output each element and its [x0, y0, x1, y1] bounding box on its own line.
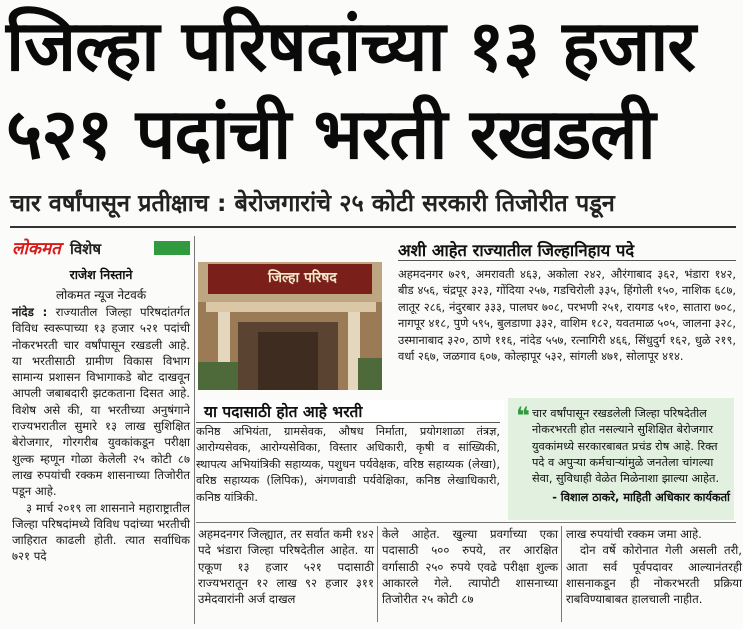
column-4-line-1: लाख रुपयांची रक्कम जमा आहे. — [566, 527, 702, 541]
subheadline: चार वर्षांपासून प्रतीक्षाच : बेरोजगारांचे २५ कोटी सरकारी तिजोरीत पडून — [10, 189, 615, 217]
column-1-text: राज्यातील जिल्हा परिषदांतर्गत विविध स्वरूपाच्या १३ हजार ५२१ पदांची नोकरभरती चार वर्षांपासून रखडली आहे. या भरतीसाठी ग्रामीण विकास विभाग सामान्य प्रशासन विभागाकडे बोट दाखवून आपली जबाबदारी झटकताना दिसत आहे. विशेष असे की, या भरतीच्या अनुषंगाने राज्यभरातील सुमारे १३ लाख सुशिक्षित बेरोजगार, गोरगरीब युवकांकडून परीक्षा शुल्क म्हणून गोळा केलेली २५ कोटी ८७ लाख रुपयांची रक्कम शासनाच्या तिजोरीत पडून आहे. — [12, 305, 190, 499]
article-column-2: अहमदनगर जिल्ह्यात, तर सर्वात कमी १४२ पदे भंडारा जिल्हा परिषदेतील आहेत. या एकूण १३ हजार ५२१ पदासाठी राज्यभरातून १२ लाख ९२ हजार ३११ उमेदवारांनी अर्ज दाखल — [198, 527, 374, 607]
brand-accent-bar — [154, 241, 190, 255]
column-4-para-2: दोन वर्षे कोरोनात गेली असली तरी, आता सर्व पूर्वपदावर आल्यानंतरही शासनाकडून ही नोकरभरती प्रक्रिया राबविण्याबाबत हालचाली नाहीत. — [566, 543, 742, 607]
headline-line-1: जिल्हा परिषदांच्या १३ हजार — [6, 5, 696, 87]
lokmat-logo: लोकमत — [12, 239, 61, 259]
zp-building-photo — [198, 262, 382, 390]
column-divider — [194, 236, 195, 624]
posts-box-title: या पदासाठी होत आहे भरती — [200, 400, 504, 422]
quote-mark-icon: ❝ — [516, 402, 531, 430]
district-title-rule — [398, 260, 736, 261]
article-column-3: केले आहेत. खुल्या प्रवर्गाच्या एका पदासाठी ५०० रुपये, तर आरक्षित वर्गासाठी २५० रुपये एवढे परीक्षा शुल्क आकारले गेले. त्यापोटी शासनाच्या तिजोरीत २५ कोटी ८७ — [382, 527, 558, 607]
byline-agency: लोकमत न्यूज नेटवर्क — [55, 288, 147, 302]
quote-text: चार वर्षांपासून रखडलेली जिल्हा परिषदेतील नोकरभरती होत नसल्याने सुशिक्षित बेरोजगार युवकांमध्ये सरकारबाबत प्रचंड रोष आहे. रिक्त पदे व अपुऱ्या कर्मचाऱ्यांमुळे जनतेला चांगल्या सेवा, सुविधाही वेळेत मिळेनाशा झाल्या आहेत. — [532, 407, 720, 486]
dateline: नांदेड : — [12, 305, 48, 319]
column-divider — [377, 526, 378, 622]
posts-title-rule — [196, 422, 500, 423]
subheadline-rule — [10, 226, 736, 228]
district-box-title: अशी आहेत राज्यातील जिल्हानिहाय पदे — [398, 241, 635, 260]
byline-author: राजेश निस्ताने — [69, 267, 133, 282]
column-divider — [561, 526, 562, 622]
quote-box — [508, 398, 734, 520]
quote-author: - विशाल ठाकरे, माहिती अधिकार कार्यकर्ता — [552, 491, 730, 504]
brand-tag: विशेष — [69, 240, 102, 258]
article-column-1 — [12, 304, 190, 565]
brand-strip — [12, 236, 190, 258]
headline-line-2: ५२१ पदांची भरती रखडली — [6, 93, 655, 175]
column-1-para-2: ३ मार्च २०१९ ला शासनाने महाराष्ट्रातील जिल्हा परिषदांमध्ये विविध पदांच्या भरतीची जाहिरात काढली होती. त्यात सर्वाधिक ७२१ पदे — [12, 500, 190, 564]
article-column-4 — [566, 526, 742, 607]
bottom-rule — [196, 522, 736, 523]
photo-sign-text: जिल्हा परिषद — [268, 270, 337, 286]
district-list: अहमदनगर ७२९, अमरावती ४६३, अकोला २४२, औरंगाबाद ३६२, भंडारा १४२, बीड ४५६, चंद्रपूर ३२३, गोंदिया २५७, गडचिरोली ३३५, हिंगोली १५०, नाशिक ६८७, लातूर २८६, नंदुरबार ३३३, पालघर ७०८, परभणी २५१, रायगड ५१०, सातारा ७०८, नागपूर ४१८, पुणे ५९५, बुलडाणा ३३२, वाशिम १८२, यवतमाळ ५०५, जालना ३२८, उस्मानाबाद ३२०, ठाणे ११६, नांदेड ५५७, रत्नागिरी ४६६, सिंधुदुर्ग १६२, धुळे २१९, वर्धा २६७, जळगाव ६०७, कोल्हापूर ५३२, सांगली ४७१, सोलापूर ४१४. — [398, 267, 736, 364]
posts-list: कनिष्ठ अभियंता, ग्रामसेवक, औषध निर्माता, प्रयोगशाळा तंत्रज्ञ, आरोग्यसेवक, आरोग्यसेविका, विस्तार अधिकारी, कृषी व सांख्यिकी, स्थापत्य अभियांत्रिकी सहाय्यक, पशुधन पर्यवेक्षक, वरिष्ठ सहाय्यक (लेखा), वरिष्ठ सहाय्यक (लिपिक), अंगणवाडी पर्यवेक्षिका, कनिष्ठ लेखाधिकारी, कनिष्ठ यांत्रिकी. — [196, 425, 500, 504]
